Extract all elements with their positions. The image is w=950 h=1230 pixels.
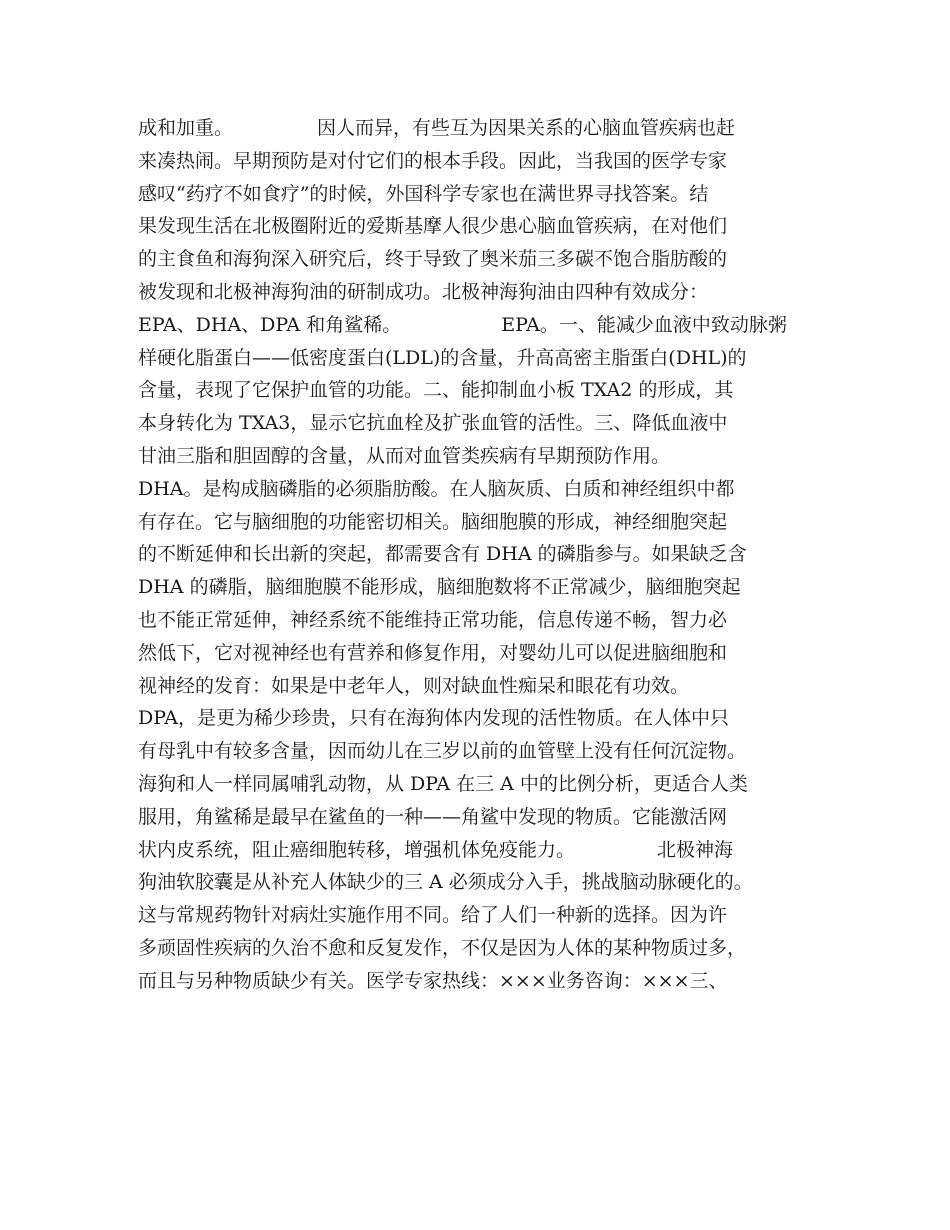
text-line: 样硬化脂蛋白——低密度蛋白(LDL)的含量，升高高密主脂蛋白(DHL)的 (138, 346, 747, 369)
text-line: 感叹“药疗不如食疗”的时候，外国科学专家也在满世界寻找答案。结 (138, 182, 709, 205)
text-line: 有母乳中有较多含量，因而幼儿在三岁以前的血管壁上没有任何沉淀物。 (138, 740, 747, 763)
text-line: 这与常规药物针对病灶实施作用不同。给了人们一种新的选择。因为许 (138, 904, 728, 927)
document-body (138, 112, 828, 998)
text-line: 海狗和人一样同属哺乳动物，从 DPA 在三 A 中的比例分析，更适合人类 (138, 772, 748, 795)
text-line: 视神经的发育：如果是中老年人，则对缺血性痴呆和眼花有功效。 (138, 674, 690, 697)
text-line: 状内皮系统，阻止癌细胞转移，增强机体免疫能力。 北极神海 (138, 838, 734, 861)
text-line: 果发现生活在北极圈附近的爱斯基摩人很少患心脑血管疾病，在对他们 (138, 215, 728, 238)
text-line: DPA，是更为稀少珍贵，只有在海狗体内发现的活性物质。在人体中只 (138, 707, 729, 730)
text-line: 本身转化为 TXA3，显示它抗血栓及扩张血管的活性。三、降低血液中 (138, 412, 728, 435)
text-line: 有存在。它与脑细胞的功能密切相关。脑细胞膜的形成，神经细胞突起 (138, 510, 728, 533)
text-line: 含量，表现了它保护血管的功能。二、能抑制血小板 TXA2 的形成，其 (138, 379, 734, 402)
text-line: 成和加重。 因人而异，有些互为因果关系的心脑血管疾病也赶 (138, 117, 736, 139)
text-line: 来凑热闹。早期预防是对付它们的根本手段。因此，当我国的医学专家 (138, 149, 728, 172)
text-line: EPA、DHA、DPA 和角鲨稀。 EPA。一、能减少血液中致动脉粥 (138, 313, 787, 336)
text-line: DHA。是构成脑磷脂的必须脂肪酸。在人脑灰质、白质和神经组织中都 (138, 477, 735, 500)
text-line: 甘油三脂和胆固醇的含量，从而对血管类疾病有早期预防作用。 (138, 444, 671, 467)
text-line: 也不能正常延伸，神经系统不能维持正常功能，信息传递不畅，智力必 (138, 608, 728, 631)
text-line: 服用，角鲨稀是最早在鲨鱼的一种——角鲨中发现的物质。它能激活网 (138, 805, 728, 828)
text-line: 然低下，它对视神经也有营养和修复作用，对婴幼儿可以促进脑细胞和 (138, 641, 728, 664)
text-line: 多顽固性疾病的久治不愈和反复发作，不仅是因为人体的某种物质过多， (138, 936, 747, 959)
text-line: 狗油软胶囊是从补充人体缺少的三 A 必须成分入手，挑战脑动脉硬化的。 (138, 871, 753, 894)
text-line: DHA 的磷脂，脑细胞膜不能形成，脑细胞数将不正常减少，脑细胞突起 (138, 576, 741, 599)
text-line: 而且与另种物质缺少有关。医学专家热线：×××业务咨询：×××三、 (138, 969, 728, 992)
text-line: 的不断延伸和长出新的突起，都需要含有 DHA 的磷脂参与。如果缺乏含 (138, 543, 747, 566)
text-line: 的主食鱼和海狗深入研究后，终于导致了奥米茄三多碳不饱合脂肪酸的 (138, 248, 728, 271)
text-line: 被发现和北极神海狗油的研制成功。北极神海狗油由四种有效成分： (138, 280, 709, 303)
